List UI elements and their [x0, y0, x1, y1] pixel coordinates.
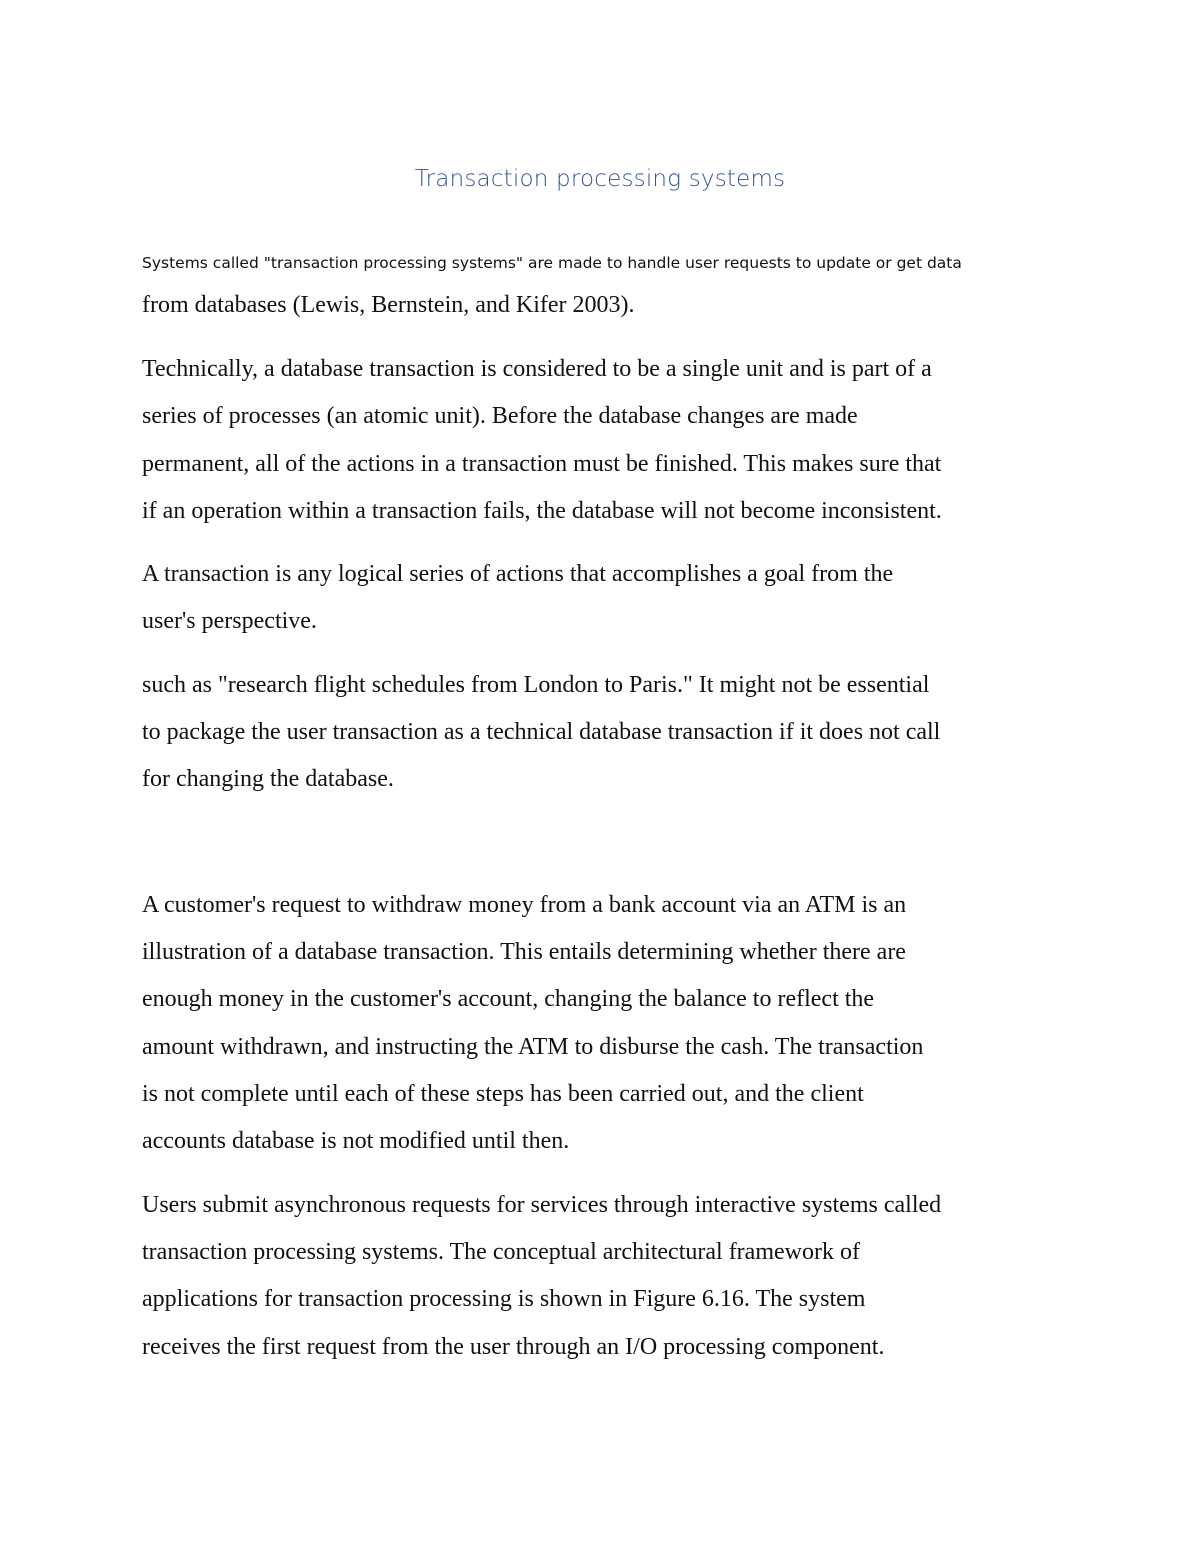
paragraph-4-line-5: is not complete until each of these steps has been carried out, and the client	[142, 1081, 864, 1107]
intro-line-1: Systems called "transaction processing systems" are made to handle user requests to update or get data	[142, 254, 962, 272]
paragraph-1-line-1: Technically, a database transaction is considered to be a single unit and is part of a	[142, 356, 932, 382]
paragraph-5-line-3: applications for transaction processing is shown in Figure 6.16. The system	[142, 1286, 866, 1312]
paragraph-3-line-3: for changing the database.	[142, 766, 394, 792]
paragraph-4-line-3: enough money in the customer's account, changing the balance to reflect the	[142, 986, 875, 1012]
paragraph-4-line-1: A customer's request to withdraw money from a bank account via an ATM is an	[142, 892, 907, 918]
paragraph-4-line-6: accounts database is not modified until then.	[142, 1128, 570, 1154]
paragraph-4-line-4: amount withdrawn, and instructing the ATM to disburse the cash. The transaction	[142, 1034, 924, 1060]
paragraph-1-line-3: permanent, all of the actions in a transaction must be finished. This makes sure that	[142, 451, 942, 477]
page-title: Transaction processing systems	[414, 166, 786, 192]
paragraph-2-line-1: A transaction is any logical series of actions that accomplishes a goal from the	[142, 561, 894, 587]
paragraph-5-line-1: Users submit asynchronous requests for services through interactive systems called	[142, 1192, 942, 1218]
paragraph-1-line-4: if an operation within a transaction fails, the database will not become inconsistent.	[142, 498, 942, 524]
paragraph-1-line-2: series of processes (an atomic unit). Before the database changes are made	[142, 403, 858, 429]
paragraph-4-line-2: illustration of a database transaction. This entails determining whether there are	[142, 939, 906, 965]
paragraph-3-line-1: such as "research flight schedules from London to Paris." It might not be essential	[142, 672, 930, 698]
paragraph-5-line-2: transaction processing systems. The conceptual architectural framework of	[142, 1239, 860, 1265]
paragraph-5-line-4: receives the first request from the user through an I/O processing component.	[142, 1334, 885, 1360]
paragraph-2-line-2: user's perspective.	[142, 608, 317, 634]
paragraph-3-line-2: to package the user transaction as a technical database transaction if it does not call	[142, 719, 941, 745]
intro-line-2: from databases (Lewis, Bernstein, and Kifer 2003).	[142, 292, 635, 318]
